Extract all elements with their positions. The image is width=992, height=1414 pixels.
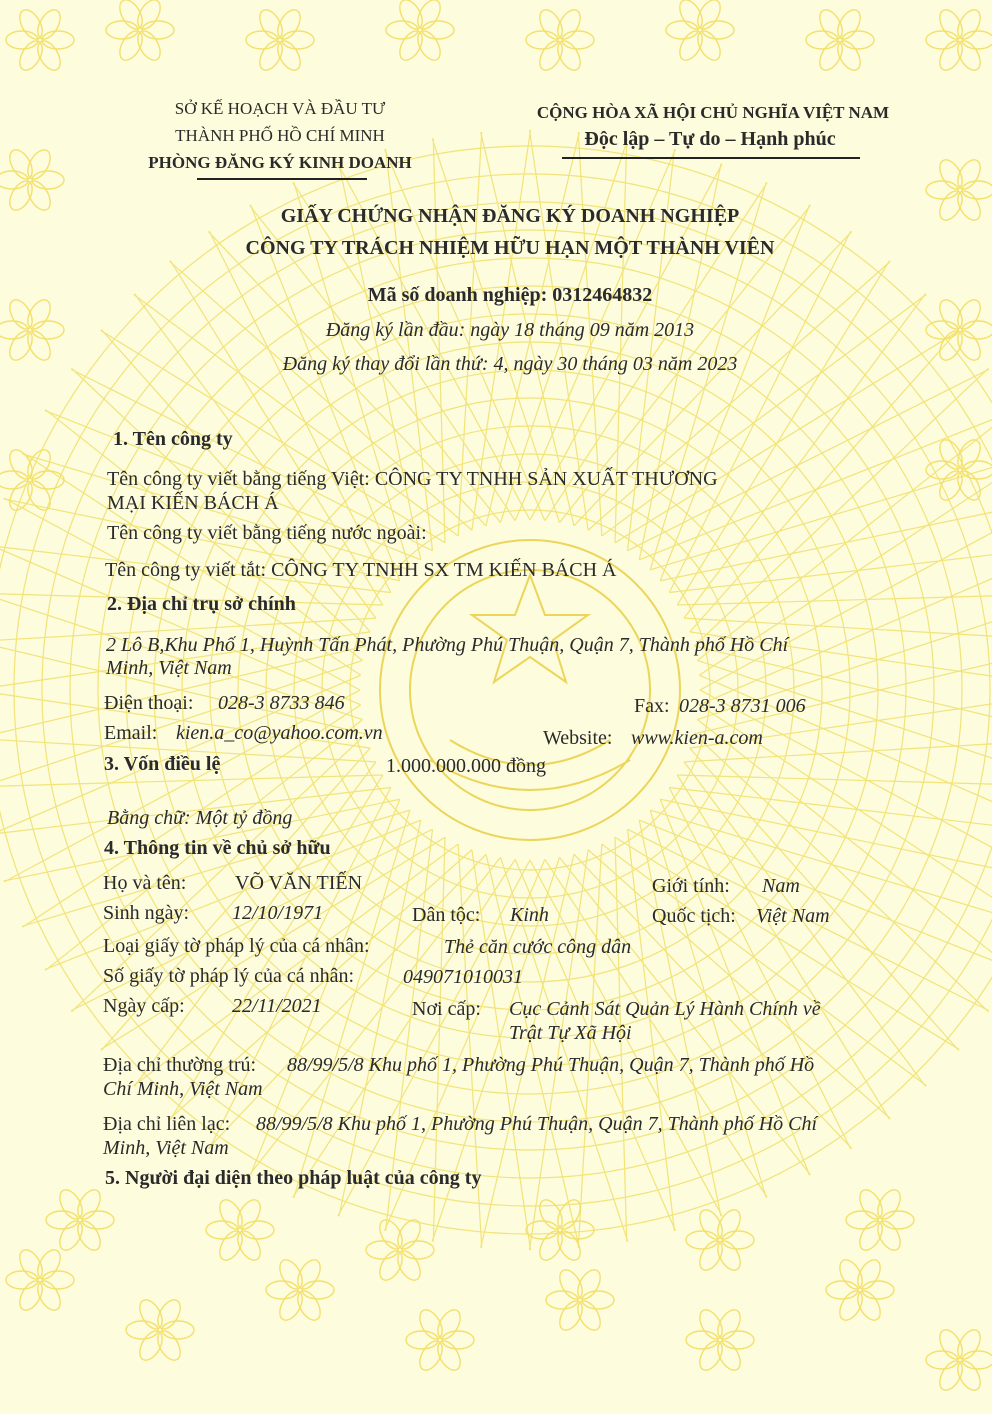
header-republic: CỘNG HÒA XÃ HỘI CHỦ NGHĨA VIỆT NAM: [536, 103, 890, 122]
header-left-underline: [197, 178, 367, 180]
vietnamese-name-line1: Tên công ty viết bằng tiếng Việt: CÔNG TY TNHH SẢN XUẤT THƯƠNG: [107, 468, 718, 490]
issue-place-label: Nơi cấp:: [412, 998, 481, 1020]
permanent-address-label: Địa chỉ thường trú:: [103, 1054, 257, 1076]
document-title: GIẤY CHỨNG NHẬN ĐĂNG KÝ DOANH NGHIỆP: [280, 205, 740, 227]
header-city: THÀNH PHỐ HỒ CHÍ MINH: [175, 126, 385, 145]
section-4-heading: 4. Thông tin về chủ sở hữu: [104, 837, 331, 859]
address-line2: Minh, Việt Nam: [106, 657, 232, 679]
contact-address-line1: 88/99/5/8 Khu phố 1, Phường Phú Thuận, Quận 7, Thành phố Hồ Chí: [256, 1113, 818, 1135]
gender-label: Giới tính:: [652, 875, 730, 897]
id-type-value: Thẻ căn cước công dân: [444, 936, 632, 958]
permanent-address-line2: Chí Minh, Việt Nam: [103, 1078, 263, 1100]
website-value: www.kien-a.com: [631, 727, 763, 749]
fax-value: 028-3 8731 006: [679, 695, 806, 717]
issue-date-value: 22/11/2021: [232, 995, 322, 1017]
nationality-label: Quốc tịch:: [652, 905, 736, 927]
change-registration-date: Đăng ký thay đổi lần thứ: 4, ngày 30 tháng 03 năm 2023: [282, 353, 738, 375]
ethnicity-value: Kinh: [510, 904, 549, 926]
header-office: PHÒNG ĐĂNG KÝ KINH DOANH: [148, 153, 412, 172]
website-label: Website:: [543, 727, 613, 749]
id-type-label: Loại giấy tờ pháp lý của cá nhân:: [103, 935, 370, 957]
owner-name-label: Họ và tên:: [103, 872, 187, 894]
issue-place-line2: Trật Tự Xã Hội: [509, 1022, 632, 1044]
vietnamese-name-line2: MẠI KIẾN BÁCH Á: [107, 492, 279, 514]
section-3-heading: 3. Vốn điều lệ: [104, 753, 221, 775]
section-2-heading: 2. Địa chỉ trụ sở chính: [107, 593, 296, 615]
owner-name-value: VÕ VĂN TIẾN: [235, 872, 363, 894]
email-value: kien.a_co@yahoo.com.vn: [176, 722, 383, 744]
id-number-value: 049071010031: [403, 966, 523, 988]
charter-capital-in-words: Bằng chữ: Một tỷ đồng: [107, 807, 293, 829]
phone-label: Điện thoại:: [104, 692, 194, 714]
phone-value: 028-3 8733 846: [218, 692, 345, 714]
nationality-value: Việt Nam: [756, 905, 830, 927]
section-1-heading: 1. Tên công ty: [113, 428, 233, 450]
contact-address-line2: Minh, Việt Nam: [103, 1137, 229, 1159]
issue-date-label: Ngày cấp:: [103, 995, 185, 1017]
header-motto: Độc lập – Tự do – Hạnh phúc: [584, 128, 836, 150]
first-registration-date: Đăng ký lần đầu: ngày 18 tháng 09 năm 2013: [325, 319, 695, 341]
ethnicity-label: Dân tộc:: [412, 904, 481, 926]
company-type: CÔNG TY TRÁCH NHIỆM HỮU HẠN MỘT THÀNH VIÊN: [245, 237, 775, 259]
contact-address-label: Địa chỉ liên lạc:: [103, 1113, 231, 1135]
fax-label: Fax:: [634, 695, 670, 717]
header-right-underline: [562, 157, 860, 159]
dob-label: Sinh ngày:: [103, 902, 190, 924]
header-ministry: SỞ KẾ HOẠCH VÀ ĐẦU TƯ: [174, 99, 386, 118]
section-5-heading: 5. Người đại diện theo pháp luật của công ty: [105, 1167, 482, 1189]
issue-place-line1: Cục Cảnh Sát Quản Lý Hành Chính về: [509, 998, 821, 1020]
charter-capital-amount: 1.000.000.000 đồng: [386, 755, 546, 777]
enterprise-code: Mã số doanh nghiệp: 0312464832: [367, 284, 653, 306]
id-number-label: Số giấy tờ pháp lý của cá nhân:: [103, 965, 355, 987]
address-line1: 2 Lô B,Khu Phố 1, Huỳnh Tấn Phát, Phường Phú Thuận, Quận 7, Thành phố Hồ Chí: [106, 634, 789, 656]
foreign-name: Tên công ty viết bằng tiếng nước ngoài:: [107, 522, 427, 544]
dob-value: 12/10/1971: [232, 902, 324, 924]
short-name: Tên công ty viết tắt: CÔNG TY TNHH SX TM KIẾN BÁCH Á: [105, 559, 617, 581]
permanent-address-line1: 88/99/5/8 Khu phố 1, Phường Phú Thuận, Quận 7, Thành phố Hồ: [287, 1054, 815, 1076]
gender-value: Nam: [762, 875, 800, 897]
email-label: Email:: [104, 722, 158, 744]
